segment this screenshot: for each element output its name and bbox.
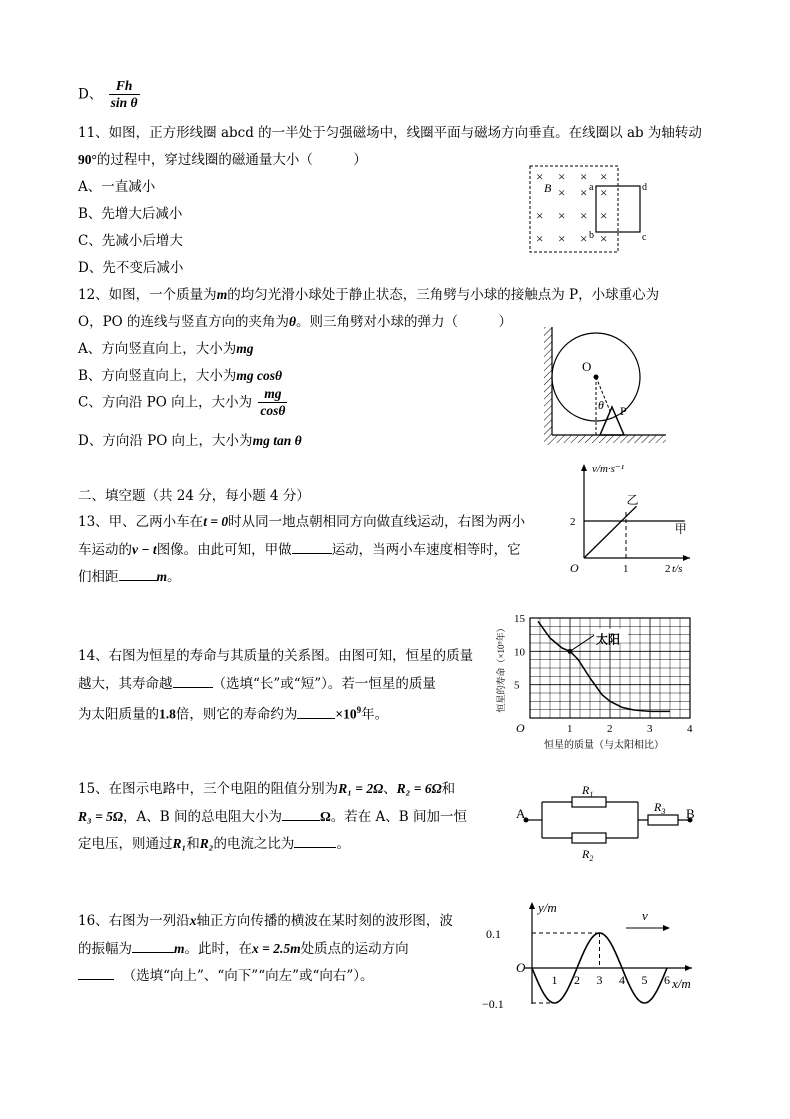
origin-label: O	[570, 561, 579, 575]
fraction-numerator: Fh	[109, 78, 140, 95]
y-tick-label: 10	[514, 646, 525, 659]
y-tick-label: 15	[514, 613, 525, 625]
field-cross: ×	[600, 231, 608, 246]
q12-option-a	[78, 339, 254, 359]
label-r3: $R_3$	[654, 800, 666, 816]
time-expr: t = 0	[203, 514, 229, 529]
y-tick-label: 5	[514, 679, 520, 692]
q11-stem-text: 的过程中，穿过线圈的磁通量大小（ ）	[96, 152, 367, 168]
coil-label-d: d	[642, 182, 647, 193]
q13-text: 13、甲、乙两小车在	[78, 514, 204, 530]
x-tick-label: 3	[647, 723, 653, 735]
x-tick-label: 2	[665, 563, 671, 575]
q16-text: （选填“向上”、“向下”“向左”或“向右”）。	[122, 968, 374, 984]
axis-arrow	[663, 925, 670, 931]
q15-text: 。若在 A、B 间加一恒	[330, 809, 468, 825]
x-tick-label: 3	[596, 973, 603, 987]
q16-text: 处质点的运动方向	[300, 941, 409, 957]
q11-option-d: D、先不变后减小	[78, 260, 184, 276]
q10-option-d	[78, 78, 142, 111]
mass-ratio: 1.8	[159, 706, 176, 722]
q11-option-b: B、先增大后减小	[78, 206, 183, 222]
q14-text: 为太阳质量的	[78, 706, 159, 723]
q15-line2	[78, 806, 467, 827]
q12-stem-line2	[78, 312, 512, 332]
q13-vt-chart	[566, 458, 696, 578]
q14-star-lifetime-chart	[494, 610, 706, 758]
fraction-denominator: sin θ	[110, 95, 138, 110]
resistor-r2	[572, 833, 606, 843]
option-text: D、方向沿 PO 向上，大小为	[78, 433, 253, 449]
resistor-r1-symbol: R₁	[172, 836, 187, 851]
power-base: ×10	[335, 706, 357, 722]
x-tick-label: 4	[687, 723, 693, 735]
q14-text: 倍，则它的寿命约为	[175, 706, 298, 723]
field-cross: ×	[558, 231, 566, 246]
label-a: A	[516, 806, 526, 821]
vt-expr: v − t	[132, 542, 157, 557]
q16-line2	[78, 938, 409, 959]
x-tick-label: 2	[574, 973, 580, 987]
x-tick-label: 1	[551, 973, 558, 987]
unit-ohm: Ω	[319, 809, 331, 824]
q15-line1	[78, 779, 455, 799]
label-r1: $R_1$	[582, 783, 594, 799]
q13-text: 。	[167, 569, 181, 585]
origin-label: O	[516, 721, 525, 735]
field-cross: ×	[536, 169, 544, 184]
field-cross: ×	[600, 208, 608, 223]
axis-arrow	[683, 555, 690, 561]
field-cross: ×	[580, 231, 588, 246]
fraction-denominator: cosθ	[260, 403, 286, 418]
field-cross: ×	[558, 169, 566, 184]
annotation-leader	[570, 635, 594, 651]
answer-blank[interactable]	[297, 704, 335, 719]
y-axis-label: v/m·s⁻¹	[592, 463, 625, 475]
q13-line2	[78, 539, 521, 560]
series-line	[584, 506, 637, 558]
coil-label-a: a	[589, 182, 594, 193]
x-tick-label: 5	[641, 973, 648, 987]
coil-label-b: b	[589, 230, 594, 241]
q14-line1: 14、右图为恒星的寿命与其质量的关系图。由图可知，恒星的质量	[78, 648, 474, 664]
label-theta: θ	[598, 398, 604, 412]
unit-m: m	[156, 569, 168, 584]
q15-text: 和	[186, 836, 200, 852]
x-axis-label: t/s	[672, 563, 683, 575]
q12-option-d	[78, 431, 302, 451]
option-formula: mg cosθ	[236, 368, 283, 383]
answer-blank[interactable]	[132, 938, 174, 953]
q15-text: ，A、B 间的总电阻大小为	[122, 809, 282, 825]
q15-text: 15、在图示电路中，三个电阻的阻值分别为	[78, 781, 339, 797]
answer-blank[interactable]	[282, 806, 320, 821]
option-formula: mg tan θ	[252, 433, 302, 448]
q16-line1	[78, 911, 453, 931]
field-cross: ×	[536, 231, 544, 246]
fraction-numerator: mg	[258, 386, 287, 403]
q16-text: 16、右图为一列沿	[78, 913, 190, 929]
q14-line3	[78, 700, 388, 725]
axis-arrow	[581, 464, 587, 471]
x-tick-label: 6	[664, 973, 670, 987]
q14-text: 年。	[361, 706, 389, 723]
q15-text: 的电流之比为	[213, 836, 295, 852]
wall-hatch	[544, 327, 552, 445]
axis-arrow	[529, 902, 535, 909]
angle-value: 90°	[78, 152, 97, 167]
q14-text: （选填“长”或“短”）。若一恒星的质量	[212, 676, 436, 692]
x-tick-label: 4	[619, 973, 625, 987]
q13-text: 车运动的	[78, 542, 132, 558]
axis-x-symbol: x	[189, 913, 197, 928]
series-label: 乙	[626, 493, 639, 508]
field-cross: ×	[558, 185, 566, 200]
field-cross: ×	[536, 208, 544, 223]
field-cross: ×	[600, 185, 608, 200]
y-axis-label: y/m	[538, 900, 557, 915]
q12-stem-line1	[78, 285, 659, 305]
q15-line3	[78, 833, 350, 854]
y-tick-label: 2	[570, 516, 576, 528]
q16-text: 轴正方向传播的横波在某时刻的波形图，波	[196, 913, 453, 929]
q14-text: 越大，其寿命越	[78, 676, 173, 692]
option-label: D、	[78, 86, 103, 103]
answer-blank[interactable]	[78, 965, 114, 980]
mass-symbol: m	[216, 287, 228, 302]
option-formula: mg	[236, 341, 254, 356]
q15-text: 定电压，则通过	[78, 836, 173, 852]
unit-m: m	[174, 941, 185, 956]
q12-text: 。则三角劈对小球的弹力（ ）	[296, 314, 513, 330]
x-tick-label: 1	[623, 563, 629, 575]
q13-text: 运动，当两小车速度相等时，它	[331, 542, 521, 558]
x-tick-label: 2	[607, 723, 613, 735]
q12-text: O，PO 的连线与竖直方向的夹角为	[78, 314, 290, 330]
field-label-b: B	[544, 181, 552, 195]
q16-text: 。此时，在	[184, 941, 253, 957]
field-cross: ×	[600, 169, 608, 184]
q11-option-a: A、一直减小	[78, 179, 156, 195]
floor-hatch	[552, 435, 666, 443]
option-d-fraction	[109, 78, 140, 111]
q15-circuit-diagram	[514, 782, 704, 864]
q15-text: 、	[383, 781, 397, 797]
angle-symbol: θ	[289, 314, 297, 329]
q15-text: 。	[336, 836, 350, 852]
field-cross: ×	[580, 185, 588, 200]
option-fraction	[258, 386, 287, 419]
option-text: B、方向竖直向上，大小为	[78, 368, 237, 384]
field-cross: ×	[558, 208, 566, 223]
q13-text: 时从同一地点朝相同方向做直线运动，右图为两小	[228, 514, 526, 530]
series-label: 甲	[674, 522, 687, 536]
q16-line3	[78, 965, 374, 986]
q14-line2	[78, 673, 436, 694]
q13-line1	[78, 512, 525, 532]
label-r2: $R_2$	[582, 847, 594, 863]
position-expr: x = 2.5m	[252, 941, 301, 956]
q13-line3	[78, 566, 181, 587]
q15-text: 和	[441, 781, 456, 797]
y-tick-label: −0.1	[482, 997, 504, 1011]
label-o: O	[582, 359, 592, 374]
answer-blank[interactable]	[119, 566, 157, 581]
q12-option-b	[78, 366, 282, 386]
label-b: B	[686, 806, 695, 821]
resistance-r3: R₃ = 5Ω	[78, 809, 123, 824]
velocity-label: v	[642, 908, 648, 923]
x-axis-label: x/m	[672, 976, 691, 991]
q16-wave-chart	[476, 896, 698, 1014]
q13-text: 们相距	[78, 569, 119, 585]
label-p: P	[620, 404, 627, 418]
resistor-r2-symbol: R₂	[199, 836, 214, 851]
q12-ball-wedge-figure	[542, 323, 672, 448]
section-heading: 二、填空题（共 24 分，每小题 4 分）	[78, 488, 310, 504]
option-text: C、方向沿 PO 向上，大小为	[78, 394, 253, 411]
y-tick-label: 0.1	[486, 927, 501, 941]
annotation-label: 太阳	[596, 632, 621, 647]
q12-text: 的均匀光滑小球处于静止状态，三角劈与小球的接触点为 P，小球重心为	[227, 287, 660, 303]
coil-label-c: c	[642, 232, 647, 243]
field-cross: ×	[580, 208, 588, 223]
q16-text: 的振幅为	[78, 941, 132, 957]
answer-blank[interactable]	[173, 673, 213, 688]
field-cross: ×	[580, 169, 588, 184]
x-axis-label: 恒星的质量（与太阳相比）	[544, 740, 664, 751]
q12-option-c	[78, 386, 289, 419]
resistor-r3	[648, 815, 678, 825]
q12-text: 12、如图，一个质量为	[78, 287, 217, 303]
power-exponent: 9	[356, 705, 362, 715]
answer-blank[interactable]	[292, 539, 332, 554]
x-tick-label: 1	[567, 723, 573, 735]
q11-magnetic-field-figure	[528, 162, 658, 254]
q11-stem-line2	[78, 150, 367, 170]
resistance-r1: R₁ = 2Ω	[338, 781, 384, 796]
answer-blank[interactable]	[294, 833, 336, 848]
y-axis-label: 恒星的寿命（×10⁹年）	[496, 623, 506, 713]
origin-label: O	[516, 960, 526, 975]
axis-arrow	[685, 965, 692, 971]
q13-text: 图像。由此可知，甲做	[156, 542, 292, 558]
option-text: A、方向竖直向上，大小为	[78, 341, 237, 357]
q11-option-c: C、先减小后增大	[78, 233, 183, 249]
q11-stem-line1: 11、如图，正方形线圈 abcd 的一半处于匀强磁场中，线圈平面与磁场方向垂直。在线圈以 ab 为轴转动	[78, 125, 702, 141]
resistance-r2: R₂ = 6Ω	[396, 781, 442, 796]
